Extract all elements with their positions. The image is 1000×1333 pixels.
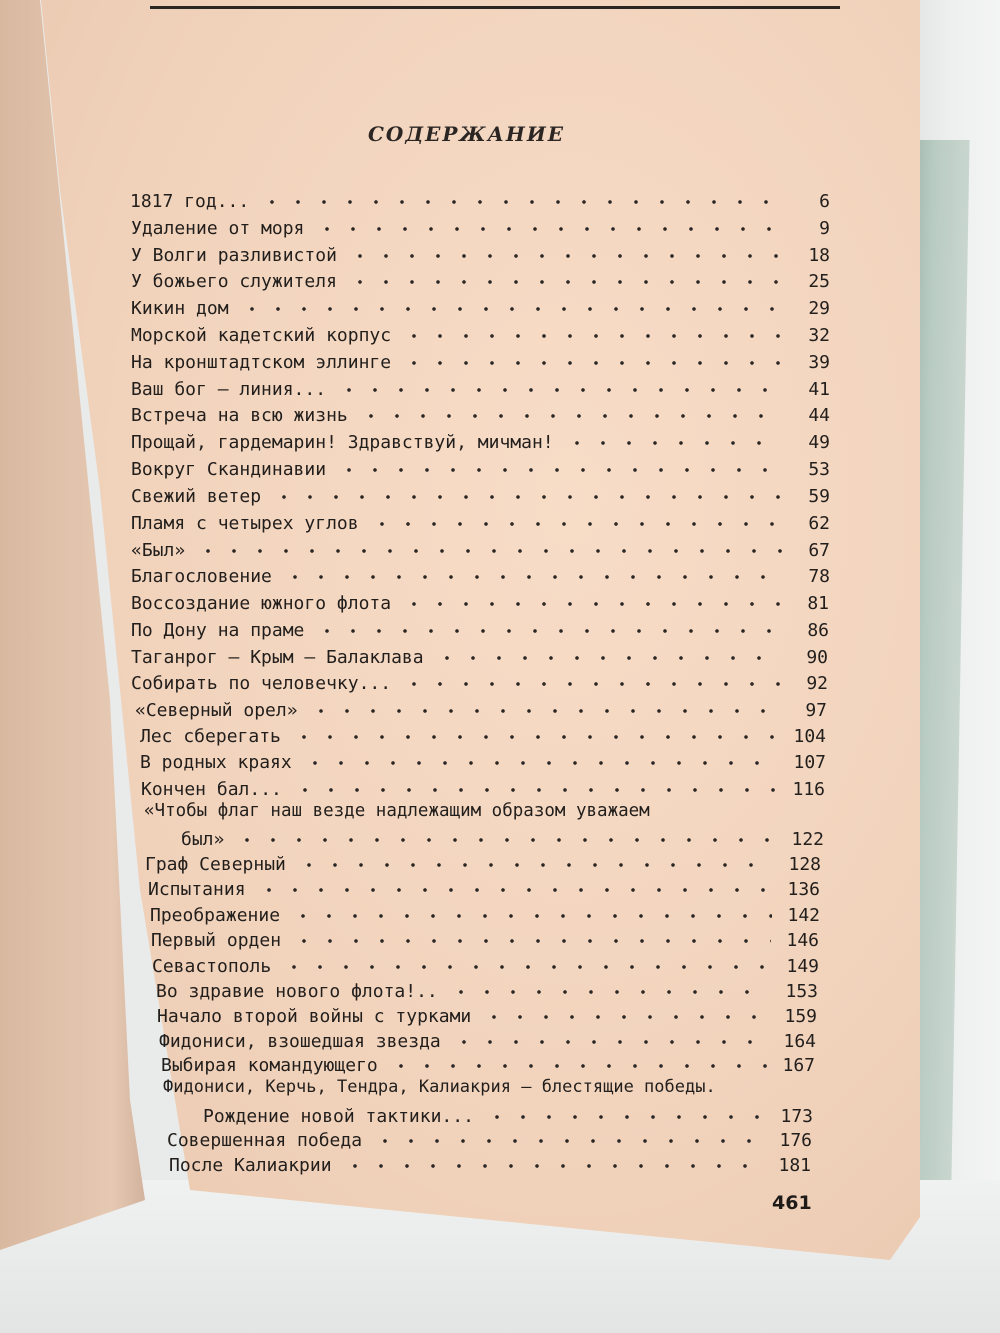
toc-entry-title: Выбирая командующего: [161, 1055, 378, 1076]
toc-entry-page: 159: [784, 1006, 817, 1027]
leader-dots: [271, 492, 782, 502]
toc-entry-title: «Северный орел»: [135, 700, 298, 721]
toc-entry-page: 44: [808, 405, 830, 426]
leader-dots: [347, 277, 782, 287]
toc-entry-title: Ваш бог — линия...: [131, 379, 327, 400]
toc-entry: [131, 563, 830, 587]
toc-entry: [131, 644, 828, 668]
toc-entry-title: У божьего служителя: [131, 271, 337, 292]
toc-entry-title: Пламя с четырех углов: [131, 513, 359, 534]
toc-entry-title: После Калиакрии: [169, 1155, 332, 1176]
leader-dots: [282, 572, 782, 582]
toc-entry-page: 9: [819, 218, 830, 239]
leader-dots: [314, 626, 781, 636]
leader-dots: [564, 438, 782, 448]
toc-entry: [148, 876, 820, 900]
leader-dots: [401, 599, 781, 609]
toc-entry: [131, 322, 830, 346]
toc-entry-title: «Чтобы флаг наш везде надлежащим образом уважаем: [144, 801, 650, 821]
leader-dots: [281, 962, 771, 972]
toc-entry-title: Благословение: [131, 566, 272, 587]
toc-entry: [131, 242, 830, 266]
toc-entry-title: Испытания: [148, 879, 246, 900]
toc-entry: [131, 510, 830, 534]
toc-entry: [140, 749, 826, 773]
toc-entry-page: 146: [786, 930, 819, 951]
toc-entry: [145, 851, 821, 875]
toc-entry-page: 128: [788, 854, 821, 875]
leader-dots: [481, 1012, 769, 1022]
toc-entry-page: 142: [787, 905, 820, 926]
toc-entry-page: 97: [805, 700, 827, 721]
toc-entry: [181, 826, 824, 850]
toc-entry: [131, 617, 829, 641]
toc-entry: [131, 215, 830, 239]
toc-entry-title: Кикин дом: [131, 298, 229, 319]
toc-entry-page: 41: [808, 379, 830, 400]
toc-entry: [203, 1103, 813, 1127]
toc-entry: [159, 1028, 816, 1052]
toc-entry-page: 32: [808, 325, 830, 346]
toc-entry-page: 136: [787, 879, 820, 900]
toc-entry-page: 167: [782, 1055, 815, 1076]
toc-entry-page: 29: [808, 298, 830, 319]
leader-dots: [302, 758, 778, 768]
toc-entry-title: 1817 год...: [130, 191, 250, 212]
leader-dots: [296, 860, 773, 870]
toc-entry: [131, 483, 830, 507]
leader-dots: [358, 411, 782, 421]
toc-entry-title: На кронштадтском эллинге: [131, 352, 392, 373]
toc-entry-title: Прощай, гардемарин! Здравствуй, мичман!: [131, 432, 554, 453]
leader-dots: [336, 385, 782, 395]
toc-entry-title: В родных краях: [140, 752, 292, 773]
toc-entry: [152, 953, 819, 977]
toc-entry-page: 62: [808, 513, 830, 534]
toc-entry: [131, 349, 830, 373]
toc-entry-title: Начало второй войны с турками: [157, 1006, 472, 1027]
page-number: 461: [772, 1192, 812, 1214]
toc-entry-page: 59: [808, 486, 830, 507]
toc-entry: [131, 590, 829, 614]
toc-entry-title: Граф Северный: [145, 854, 286, 875]
toc-entry: [169, 1152, 811, 1176]
toc-entry-page: 6: [819, 191, 830, 212]
toc-entry-title: Совершенная победа: [167, 1130, 363, 1151]
toc-entry: [167, 1127, 812, 1151]
toc-entry: [151, 927, 819, 951]
toc-entry: [135, 697, 827, 721]
toc-entry-title: Лес сберегать: [140, 726, 281, 747]
leader-dots: [291, 732, 778, 742]
leader-dots: [401, 358, 782, 368]
toc-entry-title: Кончен бал...: [141, 779, 282, 800]
leader-dots: [434, 653, 780, 663]
toc-entry-page: 181: [778, 1155, 811, 1176]
toc-entry-title: Воссоздание южного флота: [131, 593, 392, 614]
leader-dots: [448, 987, 770, 997]
toc-entry-title: Свежий ветер: [131, 486, 262, 507]
toc-entry-page: 49: [808, 432, 830, 453]
toc-entry-page: 78: [808, 566, 830, 587]
toc-entry-title: Преображение: [150, 905, 281, 926]
leader-dots: [308, 706, 779, 716]
leader-dots: [369, 519, 782, 529]
toc-entry-title: Фидониси, Керчь, Тендра, Калиакрия — блестящие победы.: [163, 1077, 716, 1097]
toc-entry-title: Морской кадетский корпус: [131, 325, 392, 346]
toc-entry: [131, 429, 830, 453]
toc-entry-title: У Волги разливистой: [131, 245, 337, 266]
leader-dots: [291, 936, 771, 946]
leader-dots: [401, 331, 782, 341]
toc-entry: [161, 1052, 815, 1076]
toc-entry: [130, 188, 830, 212]
toc-entry-title: «Был»: [131, 540, 186, 561]
toc-entry: [131, 402, 830, 426]
toc-entry-page: 107: [793, 752, 826, 773]
toc-entry: [131, 670, 828, 694]
leader-dots: [256, 885, 772, 895]
toc-entry-title: Таганрог — Крым — Балаклава: [131, 647, 424, 668]
toc-entry-page: 173: [780, 1106, 813, 1127]
toc-entry: [131, 295, 830, 319]
toc-entry-page: 39: [808, 352, 830, 373]
toc-heading: СОДЕРЖАНИЕ: [368, 122, 565, 146]
toc-entry-title-continuation: Рождение новой тактики...: [203, 1106, 474, 1127]
leader-dots: [195, 546, 782, 556]
toc-entry-page: 176: [779, 1130, 812, 1151]
leader-dots: [451, 1037, 768, 1047]
toc-entry-page: 53: [808, 459, 830, 480]
toc-entry: [150, 902, 820, 926]
toc-entry: [131, 268, 830, 292]
toc-entry: [131, 537, 830, 561]
leader-dots: [314, 224, 782, 234]
toc-entry-title: Вокруг Скандинавии: [131, 459, 327, 480]
leader-dots: [347, 251, 782, 261]
toc-entry-title: Удаление от моря: [131, 218, 305, 239]
toc-entry-page: 90: [806, 647, 828, 668]
toc-entry-page: 122: [791, 829, 824, 850]
leader-dots: [336, 465, 782, 475]
leader-dots: [259, 197, 782, 207]
toc-entry-page: 81: [807, 593, 829, 614]
leader-dots: [239, 304, 782, 314]
toc-entry-page: 116: [792, 779, 825, 800]
toc-entry-title: Встреча на всю жизнь: [131, 405, 348, 426]
toc-entry: [131, 456, 830, 480]
toc-entry-title: Фидониси, взошедшая звезда: [159, 1031, 441, 1052]
toc-entry-page: 18: [808, 245, 830, 266]
toc-entry-page: 153: [785, 981, 818, 1002]
toc-entry: [141, 776, 825, 800]
toc-entry-title: Севастополь: [152, 956, 272, 977]
leader-dots: [290, 911, 772, 921]
leader-dots: [388, 1061, 767, 1071]
toc-entry-page: 149: [786, 956, 819, 977]
toc-entry: [157, 1003, 817, 1027]
leader-dots: [292, 785, 777, 795]
leader-dots: [484, 1112, 765, 1122]
toc-entry-page: 164: [783, 1031, 816, 1052]
leader-dots: [234, 835, 776, 845]
toc-entry: [140, 723, 826, 747]
toc-entry-title: Собирать по человечку...: [131, 673, 392, 694]
toc-entry-page: 67: [808, 540, 830, 561]
toc-entry: [156, 978, 818, 1002]
toc-entry-page: 92: [806, 673, 828, 694]
toc-entry-page: 104: [793, 726, 826, 747]
leader-dots: [401, 679, 780, 689]
toc-entry-title: По Дону на праме: [131, 620, 305, 641]
toc-entry-title-continuation: был»: [181, 829, 225, 850]
toc-entry-title: Первый орден: [151, 930, 282, 951]
leader-dots: [372, 1136, 764, 1146]
leader-dots: [342, 1161, 763, 1171]
toc-entry-page: 25: [808, 271, 830, 292]
toc-entry-page: 86: [807, 620, 829, 641]
toc-entry-title: Во здравие нового флота!..: [156, 981, 438, 1002]
toc-entry: [131, 376, 830, 400]
